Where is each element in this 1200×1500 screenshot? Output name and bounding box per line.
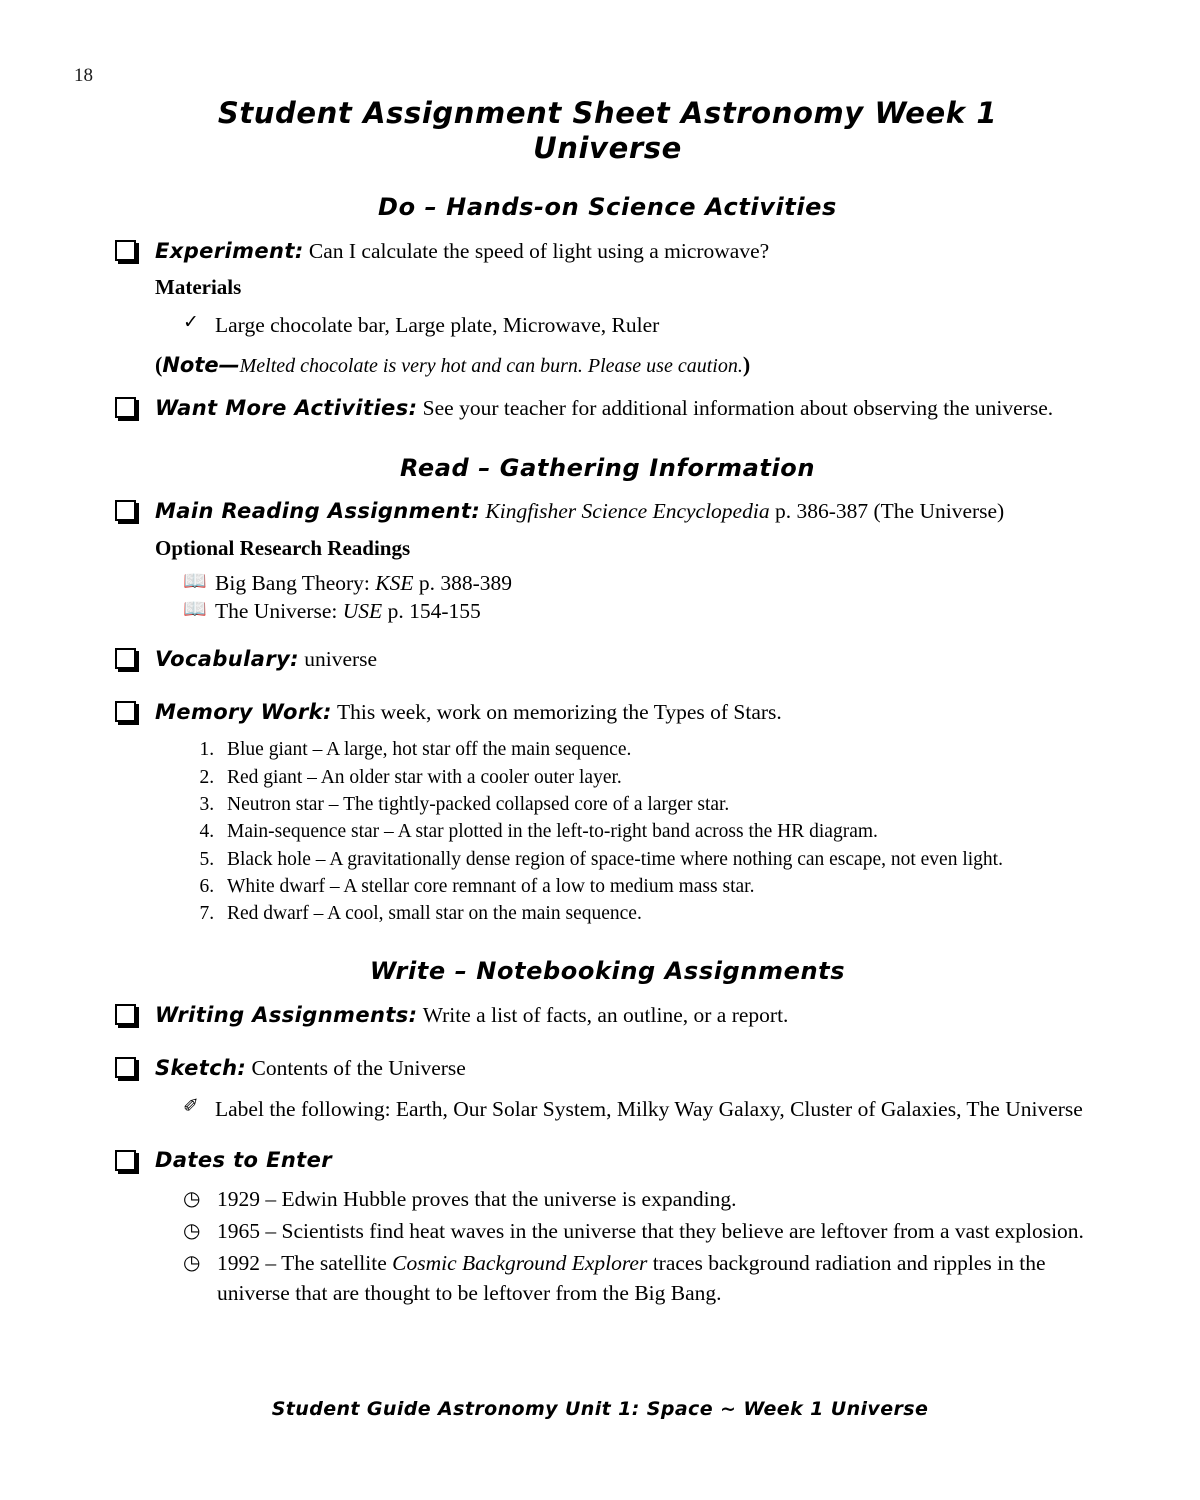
list-item (183, 569, 1100, 598)
notepad-icon: ✐ (183, 1094, 199, 1117)
reading-source: KSE (375, 570, 414, 595)
note-open-paren: ( (155, 351, 163, 377)
section-heading-do: Do – Hands-on Science Activities (378, 192, 837, 221)
checkbox-icon[interactable] (115, 240, 136, 261)
item-text-vocabulary: universe (304, 646, 378, 671)
checkbox-icon[interactable] (115, 648, 136, 669)
date-text-before: – The satellite (260, 1250, 393, 1275)
clock-icon: ◷ (183, 1249, 201, 1274)
list-item: 2. Red giant – An older star with a cooler outer layer. (219, 764, 1100, 791)
section-heading-write: Write – Notebooking Assignments (369, 957, 846, 986)
reading-text: Big Bang Theory: (215, 570, 376, 595)
page-content (115, 96, 1100, 1308)
item-label-writing-assignments: Writing Assignments: (155, 1003, 418, 1028)
note-close-paren: ) (742, 351, 751, 377)
dates-list (183, 1184, 1100, 1308)
item-text-memory-work: This week, work on memorizing the Types of Stars. (337, 699, 782, 724)
sketch-label-bullet (183, 1094, 1100, 1124)
item-main-reading-assignment (115, 496, 1100, 527)
checkbox-icon[interactable] (115, 500, 136, 521)
date-text: – Scientists find heat waves in the universe that they believe are leftover from a vast explosion. (260, 1218, 1084, 1243)
checkbox-icon[interactable] (115, 397, 136, 418)
materials-heading: Materials (155, 275, 242, 300)
optional-readings-list (183, 569, 1100, 626)
checkbox-icon[interactable] (115, 1150, 136, 1171)
item-want-more-activities (115, 393, 1100, 424)
date-text: – Edwin Hubble proves that the universe is expanding. (260, 1186, 737, 1211)
item-label-experiment: Experiment: (155, 238, 304, 263)
page-number: 18 (74, 65, 93, 86)
clock-icon: ◷ (183, 1185, 201, 1210)
item-label-sketch: Sketch: (155, 1056, 247, 1081)
item-label-main-reading: Main Reading Assignment: (155, 499, 481, 524)
book-icon: 📖 (183, 598, 207, 621)
list-item: 3. Neutron star – The tightly-packed collapsed core of a larger star. (219, 791, 1100, 818)
item-label-dates-to-enter: Dates to Enter (155, 1147, 333, 1172)
clock-icon: ◷ (183, 1217, 201, 1242)
list-item: 1. Blue giant – A large, hot star off the main sequence. (219, 736, 1100, 763)
item-vocabulary (115, 644, 1100, 675)
reading-pages: p. 388-389 (413, 570, 513, 595)
list-item: 7. Red dwarf – A cool, small star on the main sequence. (219, 900, 1100, 927)
date-italic-title: Cosmic Background Explorer (392, 1250, 648, 1275)
note-body: Melted chocolate is very hot and can burn. Please use caution. (239, 354, 743, 377)
page-title-line2: Universe (533, 131, 682, 166)
page-title (115, 96, 1100, 167)
item-text-experiment: Can I calculate the speed of light using a microwave? (308, 238, 770, 263)
item-label-memory-work: Memory Work: (155, 699, 332, 724)
list-item (183, 1216, 1100, 1246)
materials-bullet (183, 310, 1100, 340)
reading-pages: p. 154-155 (382, 599, 481, 624)
materials-text: Large chocolate bar, Large plate, Microwave, Ruler (215, 312, 660, 337)
page-footer: Student Guide Astronomy Unit 1: Space ~ Week 1 Universe (271, 1398, 929, 1420)
item-label-want-more: Want More Activities: (155, 395, 418, 420)
date-year: 1965 (217, 1218, 260, 1243)
types-of-stars-list (115, 736, 1100, 927)
item-writing-assignments (115, 1000, 1100, 1031)
note-keyword: Note (162, 352, 219, 377)
book-icon: 📖 (183, 569, 207, 592)
optional-research-readings-heading: Optional Research Readings (155, 536, 411, 561)
section-heading-read: Read – Gathering Information (399, 453, 816, 482)
list-item: 5. Black hole – A gravitationally dense region of space-time where nothing can escape, not even light. (219, 846, 1100, 873)
list-item (183, 1184, 1100, 1214)
date-year: 1929 (217, 1186, 260, 1211)
date-year: 1992 (217, 1250, 260, 1275)
checkbox-icon[interactable] (115, 701, 136, 722)
list-item: 4. Main-sequence star – A star plotted in the left-to-right band across the HR diagram. (219, 818, 1100, 845)
item-text-writing-assignments: Write a list of facts, an outline, or a report. (422, 1003, 789, 1028)
list-item: 6. White dwarf – A stellar core remnant of a low to medium mass star. (219, 873, 1100, 900)
reading-source: USE (342, 599, 383, 624)
item-dates-to-enter (115, 1146, 1100, 1176)
item-label-vocabulary: Vocabulary: (155, 646, 299, 671)
main-reading-title: Kingfisher Science Encyclopedia (485, 499, 770, 524)
list-item (183, 597, 1100, 626)
date-text-after: traces background radiation and ripples in the universe that are thought to be leftover from the Big Bang. (217, 1250, 1046, 1306)
item-sketch (115, 1053, 1100, 1084)
item-memory-work (115, 697, 1100, 728)
item-text-sketch: Contents of the Universe (251, 1056, 466, 1081)
checkbox-icon[interactable] (115, 1004, 136, 1025)
checkmark-icon: ✓ (183, 310, 199, 333)
page-title-line1: Student Assignment Sheet Astronomy Week 1 (217, 96, 998, 130)
main-reading-pages: p. 386-387 (The Universe) (769, 499, 1005, 524)
note-dash: — (218, 352, 240, 377)
list-item (183, 1248, 1100, 1308)
sketch-bullet-text: Label the following: Earth, Our Solar System, Milky Way Galaxy, Cluster of Galaxies, The Universe (215, 1096, 1083, 1121)
checkbox-icon[interactable] (115, 1057, 136, 1078)
item-experiment (115, 236, 1100, 267)
reading-text: The Universe: (215, 599, 343, 624)
materials-note (155, 350, 1100, 380)
item-text-want-more: See your teacher for additional information about observing the universe. (422, 395, 1054, 420)
